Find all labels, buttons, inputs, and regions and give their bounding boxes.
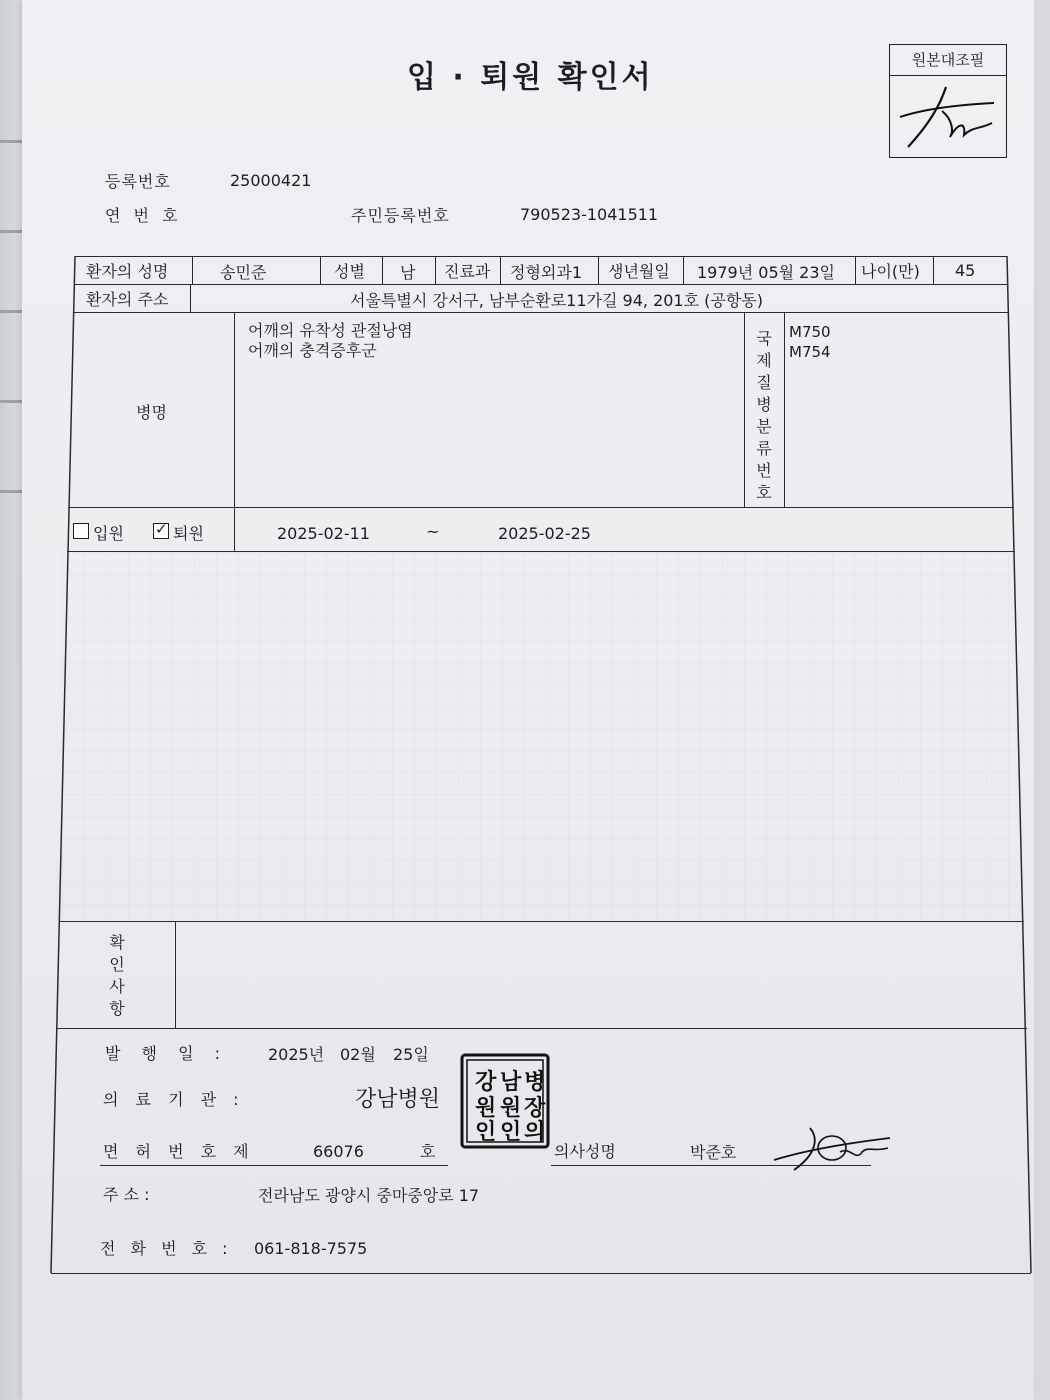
doctor-name: 박준호 [690,1143,737,1162]
seal-char: 장 [524,1096,546,1121]
dept-label: 진료과 [444,262,491,281]
seal-char: 병 [524,1070,546,1095]
discharge-checkbox[interactable] [153,520,169,539]
table-line [598,256,599,284]
address-value: 서울특별시 강서구, 남부순환로11가길 94, 201호 (공항동) [350,291,764,310]
dob-label: 생년월일 [608,262,670,281]
reg-no-value: 25000421 [230,171,312,190]
sex-value: 남 [400,263,416,282]
patient-name-label: 환자의 성명 [86,262,169,281]
diagnosis-item: 어깨의 충격증후군 [248,341,377,360]
table-line [192,256,193,284]
seal-char: 의 [524,1120,546,1145]
table-line [500,256,501,284]
age-label: 나이(만) [861,262,920,281]
icd-label-char: 호 [756,483,772,502]
address-label: 환자의 주소 [86,290,169,309]
checkmark-icon: ✓ [155,520,168,538]
doctor-signature-icon [770,1122,895,1174]
seal-char: 강 [475,1070,497,1095]
seal-char: 인 [475,1120,497,1145]
icd-code: M754 [789,343,831,361]
seal-char: 원 [475,1096,497,1121]
license-suffix: 호 [420,1142,436,1161]
hospital-seal-icon [460,1053,550,1149]
confirmation-label [107,932,127,1020]
clinic-address-value: 전라남도 광양시 중마중앙로 17 [258,1186,480,1205]
issue-year: 2025년 [268,1045,325,1064]
license-number: 66076 [313,1142,364,1161]
table-line [382,256,383,284]
admission-checkbox[interactable] [73,523,89,539]
diagnosis-item: 어깨의 유착성 관절낭염 [248,321,413,340]
table-line [320,256,321,284]
icd-label-char: 번 [756,461,772,480]
issue-date-label: 발 행 일 : [105,1044,229,1063]
serial-no-label: 연 번 호 [105,206,182,225]
age-value: 45 [955,261,976,280]
phone-value: 061-818-7575 [254,1239,368,1258]
table-line [435,256,436,284]
table-line [234,312,235,551]
icd-code: M750 [789,323,831,341]
stay-date-separator: ~ [426,522,440,541]
icd-label [754,328,774,504]
institution-label: 의 료 기 관 : [103,1090,245,1109]
icd-label-char: 제 [756,351,772,370]
license-label: 면 허 번 호 제 [103,1142,255,1161]
diagnosis-label: 병명 [136,403,167,422]
stamp-label: 원본대조필 [911,51,985,69]
dept-value: 정형외과1 [510,263,583,282]
stay-to-date: 2025-02-25 [498,524,591,543]
table-line [933,256,934,284]
reg-no-label: 등록번호 [105,172,171,191]
seal-char: 인 [500,1120,522,1145]
clinic-address-label: 주 소 : [103,1185,150,1204]
doctor-label: 의사성명 [554,1142,616,1161]
patient-name-value: 송민준 [220,263,267,282]
confirmation-label-char: 항 [109,999,125,1018]
rrn-value: 790523-1041511 [520,205,659,224]
table-line [855,256,856,284]
icd-label-char: 국 [756,329,772,348]
admission-label: 입원 [93,524,124,543]
confirmation-label-char: 인 [109,955,125,974]
seal-char: 원 [500,1096,522,1121]
discharge-label: 퇴원 [173,524,204,543]
icd-label-char: 병 [756,395,772,414]
document-title: 입 · 퇴원 확인서 [407,60,654,95]
table-line [175,921,176,1028]
stay-from-date: 2025-02-11 [277,524,370,543]
confirmation-label-char: 사 [109,977,125,996]
phone-label: 전 화 번 호 : [100,1239,233,1258]
institution-name: 강남병원 [355,1087,441,1112]
confirmation-label-char: 확 [109,933,125,952]
table-line [190,284,191,312]
issue-month: 02월 [340,1045,376,1064]
rrn-label: 주민등록번호 [351,206,450,225]
icd-label-char: 질 [756,373,772,392]
table-line [683,256,684,284]
sex-label: 성별 [334,262,365,281]
seal-char: 남 [500,1070,522,1095]
license-underline [100,1165,448,1166]
table-line [784,312,785,507]
issue-day: 25일 [393,1045,429,1064]
dob-value: 1979년 05월 23일 [697,263,835,282]
icd-label-char: 류 [756,439,772,458]
table-line [744,312,745,507]
icd-label-char: 분 [756,417,772,436]
